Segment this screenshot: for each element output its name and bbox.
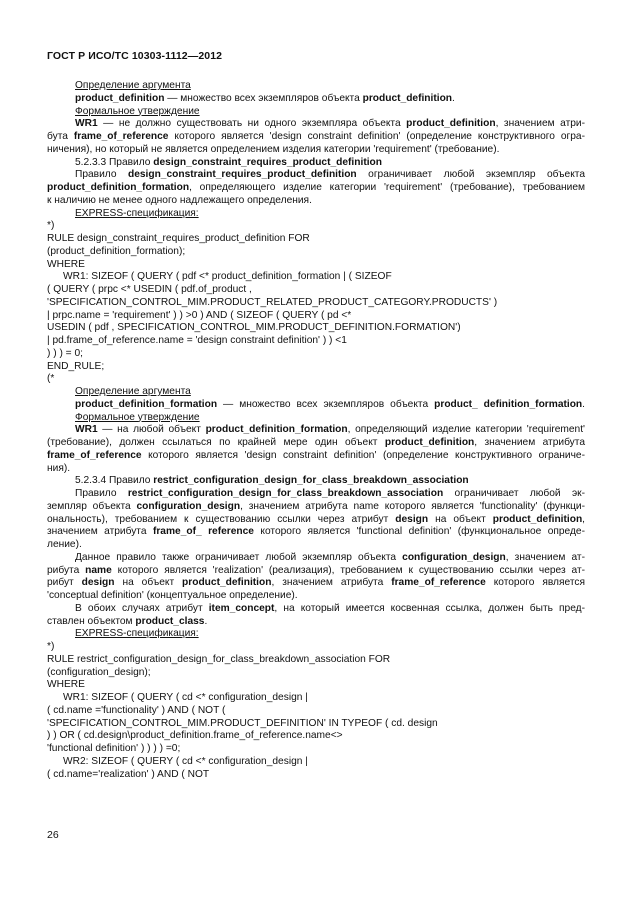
- text-run: END_RULE;: [47, 360, 105, 372]
- text-line: [47, 297, 585, 310]
- text-run: 'SPECIFICATION_CONTROL_MIM.PRODUCT_RELATED_PRODUCT_CATEGORY.PRODUCTS' ): [47, 296, 498, 308]
- text-run: которого является 'design constraint definition' (определение конструктивного ограниче-: [141, 449, 585, 461]
- underlined-heading: Определение аргумента: [75, 386, 191, 397]
- bold-term: configuration_design: [402, 551, 506, 563]
- text-line: [47, 399, 585, 412]
- text-run: земпляр объекта: [47, 500, 137, 512]
- text-line: [47, 730, 585, 743]
- text-run: ставлен объектом: [47, 615, 136, 627]
- bold-term: configuration_design: [136, 500, 241, 512]
- text-run: (configuration_design);: [47, 666, 151, 678]
- text-run: USEDIN ( pdf , SPECIFICATION_CONTROL_MIM.PRODUCT_DEFINITION.FORMATION'): [47, 322, 461, 334]
- text-run: 'functional definition' ) ) ) ) =0;: [47, 743, 181, 754]
- text-run: , определяющий изделие категории 'requirement': [347, 424, 585, 436]
- text-line: [47, 348, 585, 361]
- text-line: [47, 106, 585, 119]
- text-run: ) ) ) = 0;: [47, 347, 83, 359]
- text-run: — множество всех экземпляров объекта: [164, 92, 363, 104]
- text-run: на объект: [114, 577, 183, 589]
- underlined-heading: Формальное утверждение: [75, 105, 200, 117]
- text-run: рибута: [47, 564, 86, 576]
- bold-term: WR1: [75, 118, 98, 130]
- bold-term: design: [81, 577, 115, 589]
- text-line: [47, 718, 585, 731]
- bold-term: product_class: [135, 615, 205, 627]
- text-run: .: [452, 92, 455, 104]
- text-line: [47, 488, 585, 501]
- text-run: .: [582, 398, 585, 410]
- text-run: WR2: SIZEOF ( QUERY ( cd <* configuration_design |: [63, 755, 308, 767]
- text-run: ) ) OR ( cd.design\product_definition.frame_of_reference.name<>: [47, 730, 343, 742]
- bold-term: name: [85, 564, 112, 576]
- text-line: [47, 373, 585, 386]
- text-line: [47, 182, 585, 195]
- text-line: [47, 565, 585, 578]
- text-line: [47, 769, 585, 782]
- bold-term: design_constraint_requires_product_definition: [153, 156, 382, 168]
- text-run: ,: [582, 513, 586, 525]
- text-line: [47, 131, 585, 144]
- text-line: [47, 246, 585, 259]
- text-run: 'conceptual definition' (концептуальное определение).: [47, 590, 298, 601]
- text-run: ния).: [47, 462, 71, 474]
- text-run: Правило: [75, 488, 128, 499]
- text-run: — на любой объект: [97, 424, 206, 436]
- bold-term: product_definition_formation: [205, 424, 348, 436]
- text-run: 'SPECIFICATION_CONTROL_MIM.PRODUCT_DEFINITION' IN TYPEOF ( cd. design: [47, 717, 438, 729]
- bold-term: WR1: [75, 424, 98, 436]
- text-line: [47, 590, 585, 603]
- bold-term: product_definition: [75, 92, 165, 104]
- text-run: Данное правило также ограничивает любой экземпляр объекта: [75, 551, 403, 563]
- text-line: [47, 705, 585, 718]
- text-run: которого является: [485, 577, 585, 589]
- text-run: .: [204, 615, 208, 627]
- text-line: [47, 463, 585, 476]
- text-line: [47, 169, 585, 182]
- text-line: [47, 603, 585, 616]
- text-line: [47, 271, 585, 284]
- text-run: ( cd.name ='functionality' ) AND ( NOT (: [47, 704, 226, 716]
- text-line: [47, 654, 585, 667]
- text-line: [47, 577, 585, 590]
- text-run: рибут: [47, 577, 82, 589]
- text-run: 5.2.3.4 Правило: [75, 475, 154, 487]
- text-run: , значением атрибута: [271, 577, 392, 589]
- text-run: , определяющего изделие категории 'requirement' (требование), требованием: [189, 182, 585, 193]
- text-line: [47, 335, 585, 348]
- bold-term: item_concept: [208, 602, 275, 614]
- text-run: WHERE: [47, 258, 85, 270]
- text-line: [47, 310, 585, 323]
- text-line: [47, 539, 585, 552]
- text-line: [47, 208, 585, 221]
- text-run: ( cd.name='realization' ) AND ( NOT: [47, 768, 210, 780]
- text-run: WR1: SIZEOF ( QUERY ( pdf <* product_definition_formation | ( SIZEOF: [63, 271, 392, 283]
- underlined-heading: EXPRESS-спецификация:: [75, 628, 199, 640]
- text-run: бута: [47, 131, 74, 142]
- text-run: | prpc.name = 'requirement' ) ) >0 ) AND ( SIZEOF ( QUERY ( pd <*: [47, 309, 352, 321]
- page-number: 26: [47, 829, 59, 841]
- text-line: [47, 157, 585, 170]
- text-run: ональность), требованием к существованию ссылки через атрибут: [47, 513, 396, 525]
- page-header: ГОСТ Р ИСО/ТС 10303-1112—2012: [47, 50, 223, 62]
- bold-term: design: [395, 513, 429, 525]
- text-run: *): [47, 220, 55, 232]
- bold-term: product_definition: [492, 513, 583, 525]
- text-run: (product_definition_formation);: [47, 245, 186, 257]
- text-run: (*: [47, 373, 55, 385]
- text-line: [47, 552, 585, 565]
- underlined-heading: Определение аргумента: [75, 80, 191, 91]
- page-body: [47, 80, 585, 781]
- text-run: ограничивает любой экземпляр объекта: [356, 169, 585, 181]
- text-line: [47, 501, 585, 514]
- text-line: [47, 667, 585, 680]
- text-line: [47, 616, 585, 629]
- text-line: [47, 284, 585, 297]
- text-run: *): [47, 641, 55, 652]
- bold-term: frame_of_reference: [73, 131, 169, 142]
- text-line: [47, 361, 585, 374]
- text-run: ление).: [47, 539, 82, 550]
- text-line: [47, 526, 585, 539]
- text-line: [47, 450, 585, 463]
- bold-term: frame_of_reference: [391, 577, 486, 589]
- text-run: — множество всех экземпляров объекта: [217, 398, 435, 410]
- text-run: | pd.frame_of_reference.name = 'design constraint definition' ) ) <1: [47, 335, 347, 346]
- text-line: [47, 322, 585, 335]
- text-line: [47, 514, 585, 527]
- text-run: (требование), должен ссылаться по крайней мере один объект: [47, 437, 385, 448]
- text-line: [47, 93, 585, 106]
- text-line: [47, 743, 585, 756]
- bold-term: restrict_configuration_design_for_class_breakdown_association: [127, 488, 444, 499]
- text-line: [47, 118, 585, 131]
- bold-term: frame_of_reference: [47, 449, 142, 461]
- text-run: , значением атри-: [495, 118, 586, 130]
- text-run: 5.2.3.3 Правило: [75, 156, 154, 168]
- bold-term: design_constraint_requires_product_definition: [127, 169, 357, 181]
- text-run: WR1: SIZEOF ( QUERY ( cd <* configuration_design |: [63, 692, 308, 703]
- text-line: [47, 386, 585, 399]
- bold-term: product_definition: [406, 118, 496, 130]
- underlined-heading: Формальное утверждение: [75, 411, 200, 423]
- text-line: [47, 641, 585, 654]
- text-run: — не должно существовать ни одного экземпляра объекта: [97, 118, 407, 130]
- text-line: [47, 437, 585, 450]
- text-line: [47, 233, 585, 246]
- text-line: [47, 424, 585, 437]
- bold-term: product_definition: [182, 577, 272, 589]
- bold-term: product_definition: [362, 92, 453, 104]
- text-run: на объект: [428, 513, 493, 525]
- text-line: [47, 628, 585, 641]
- bold-term: product_ definition_formation: [434, 398, 583, 410]
- text-run: Правило: [75, 169, 128, 181]
- text-line: [47, 144, 585, 157]
- underlined-heading: EXPRESS-спецификация:: [75, 207, 199, 219]
- text-run: ничения), но который не является определением изделия категории 'requirement' (требование).: [47, 143, 500, 155]
- text-run: которого является 'realization' (реализация), требованием к существованию ссылки через ат-: [111, 564, 586, 576]
- text-run: ( QUERY ( prpc <* USEDIN ( pdf.of_product ,: [47, 284, 252, 295]
- text-line: [47, 679, 585, 692]
- bold-term: frame_of_ reference: [152, 526, 254, 538]
- text-run: , значением атрибута: [474, 437, 585, 448]
- text-line: [47, 756, 585, 769]
- text-run: которого является 'functional definition' (функциональное опреде-: [253, 526, 585, 538]
- text-run: которого является 'design constraint definition' (определение конструктивного огра-: [168, 131, 585, 142]
- text-run: ограничивает любой эк-: [443, 488, 585, 499]
- text-line: [47, 412, 585, 425]
- text-line: [47, 475, 585, 488]
- text-line: [47, 80, 585, 93]
- text-run: значением атрибута: [47, 526, 153, 538]
- bold-term: restrict_configuration_design_for_class_breakdown_association: [153, 475, 469, 487]
- text-run: RULE restrict_configuration_design_for_class_breakdown_association FOR: [47, 653, 391, 665]
- text-run: В обоих случаях атрибут: [75, 602, 209, 614]
- text-run: , на который имеется косвенная ссылка, должен быть пред-: [274, 602, 585, 614]
- text-line: [47, 692, 585, 705]
- bold-term: product_definition_formation: [75, 398, 218, 410]
- bold-term: product_definition_formation: [47, 182, 190, 193]
- text-run: RULE design_constraint_requires_product_definition FOR: [47, 233, 310, 244]
- text-line: [47, 259, 585, 272]
- text-line: [47, 220, 585, 233]
- text-run: WHERE: [47, 679, 85, 691]
- bold-term: product_definition: [384, 437, 475, 448]
- text-run: , значением атрибута name которого является 'functionality' (функци-: [240, 500, 585, 512]
- text-run: к наличию не менее одного надлежащего определения.: [47, 194, 312, 206]
- text-run: , значением ат-: [505, 551, 585, 563]
- text-line: [47, 195, 585, 208]
